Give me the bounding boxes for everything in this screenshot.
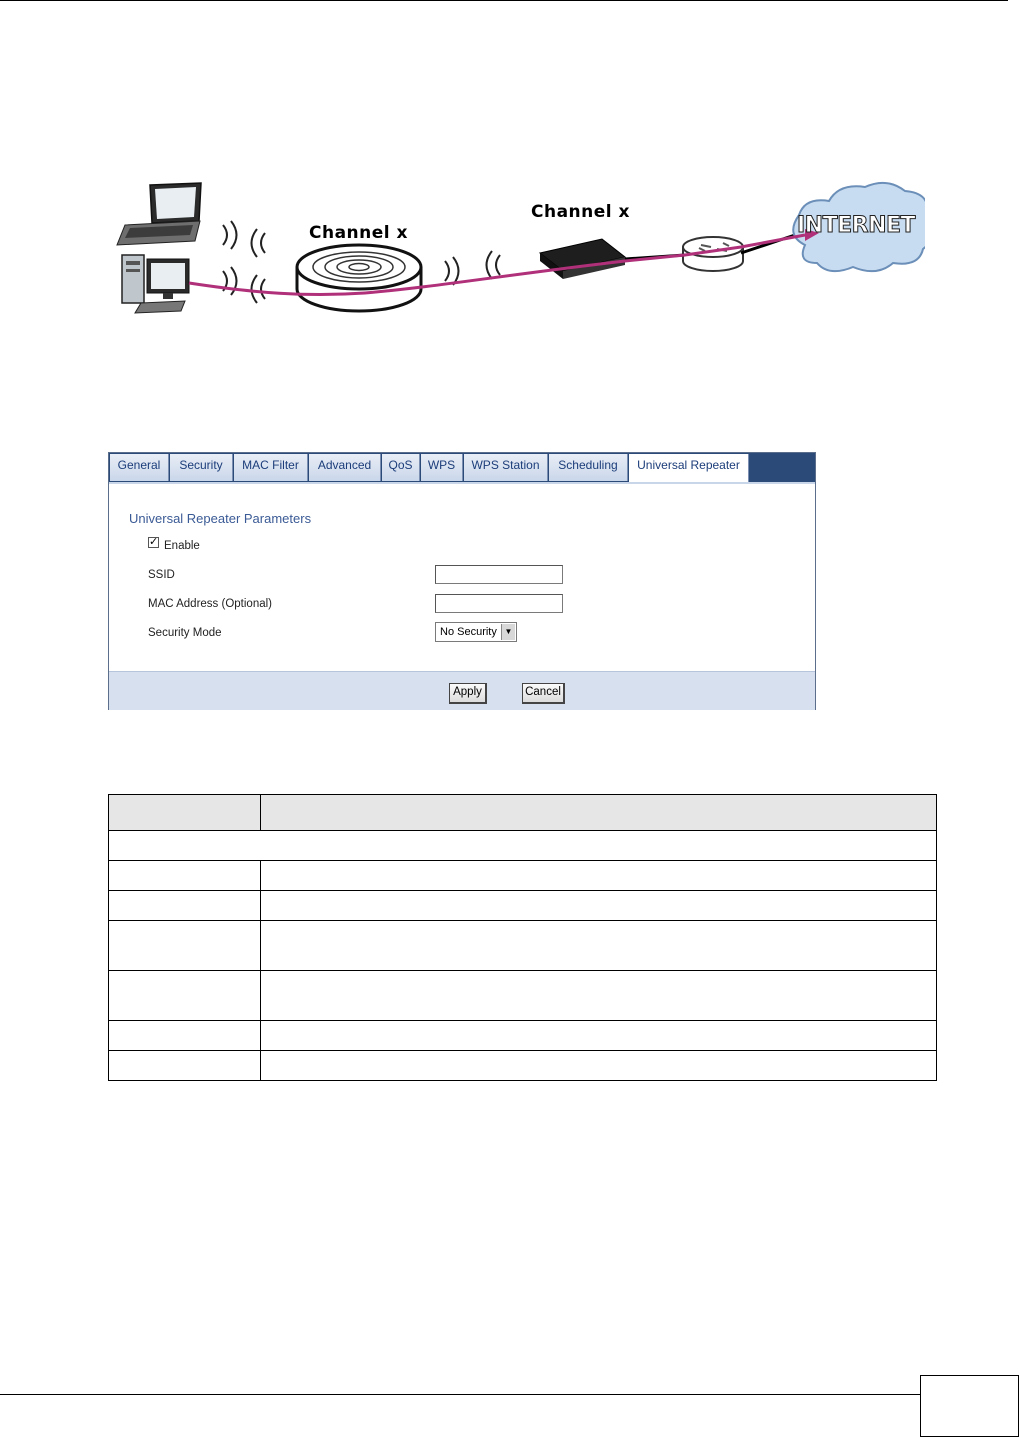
table-row [109, 831, 937, 861]
network-diagram [105, 175, 925, 335]
ssid-label: SSID [148, 569, 175, 581]
table-cell [109, 921, 261, 971]
table-cell [261, 971, 937, 1021]
security-mode-value: No Security [440, 626, 497, 638]
laptop-icon [117, 183, 201, 245]
table-cell [109, 861, 261, 891]
tab-qos[interactable]: QoS [382, 454, 420, 481]
table-cell [109, 1021, 261, 1051]
button-bar [109, 671, 815, 710]
diagram-graphic [105, 175, 925, 335]
tab-mac-filter[interactable]: MAC Filter [234, 454, 308, 481]
universal-repeater-screen [108, 452, 816, 710]
tab-wps-station[interactable]: WPS Station [464, 454, 548, 481]
channel-label-right: Channel x [531, 202, 630, 222]
tab-general[interactable]: General [110, 454, 169, 481]
table-cell [109, 891, 261, 921]
table-row [109, 1021, 937, 1051]
cancel-button[interactable]: Cancel [522, 683, 565, 704]
security-mode-label: Security Mode [148, 627, 222, 639]
table-cell [261, 1021, 937, 1051]
table-header-cell [109, 795, 261, 831]
tab-bar [109, 453, 815, 482]
table-cell [109, 971, 261, 1021]
tab-universal-repeater[interactable]: Universal Repeater [629, 454, 749, 482]
table-row [109, 971, 937, 1021]
table-header-row [109, 795, 937, 831]
table-cell [109, 831, 937, 861]
tab-scheduling[interactable]: Scheduling [549, 454, 628, 481]
ssid-input[interactable] [435, 565, 563, 584]
repeater-icon [540, 239, 625, 279]
table-cell [261, 861, 937, 891]
mac-address-label: MAC Address (Optional) [148, 598, 272, 610]
access-point-icon [297, 245, 421, 311]
security-mode-select[interactable] [435, 622, 517, 642]
tab-underline [109, 482, 815, 484]
footer-rule [0, 1394, 920, 1395]
table-header-cell [261, 795, 937, 831]
apply-button[interactable]: Apply [449, 683, 487, 704]
table-row [109, 861, 937, 891]
tab-advanced[interactable]: Advanced [309, 454, 381, 481]
table-cell [261, 891, 937, 921]
enable-checkbox[interactable]: ✓ [149, 536, 159, 548]
table-row [109, 921, 937, 971]
page-number-box [920, 1375, 1019, 1437]
channel-label-left: Channel x [309, 223, 408, 243]
table-cell [261, 1051, 937, 1081]
header-rule [0, 0, 1008, 1]
table-cell [261, 921, 937, 971]
cloud-text: INTERNET [797, 213, 916, 238]
field-description-table [108, 794, 937, 1081]
table-row [109, 1051, 937, 1081]
chevron-down-icon[interactable]: ▼ [501, 624, 515, 640]
enable-label: Enable [164, 540, 200, 552]
section-title: Universal Repeater Parameters [129, 511, 312, 526]
table-row [109, 891, 937, 921]
mac-address-input[interactable] [435, 594, 563, 613]
tab-security[interactable]: Security [170, 454, 233, 481]
tab-wps[interactable]: WPS [421, 454, 463, 481]
desktop-computer-icon [122, 255, 189, 313]
table-cell [109, 1051, 261, 1081]
